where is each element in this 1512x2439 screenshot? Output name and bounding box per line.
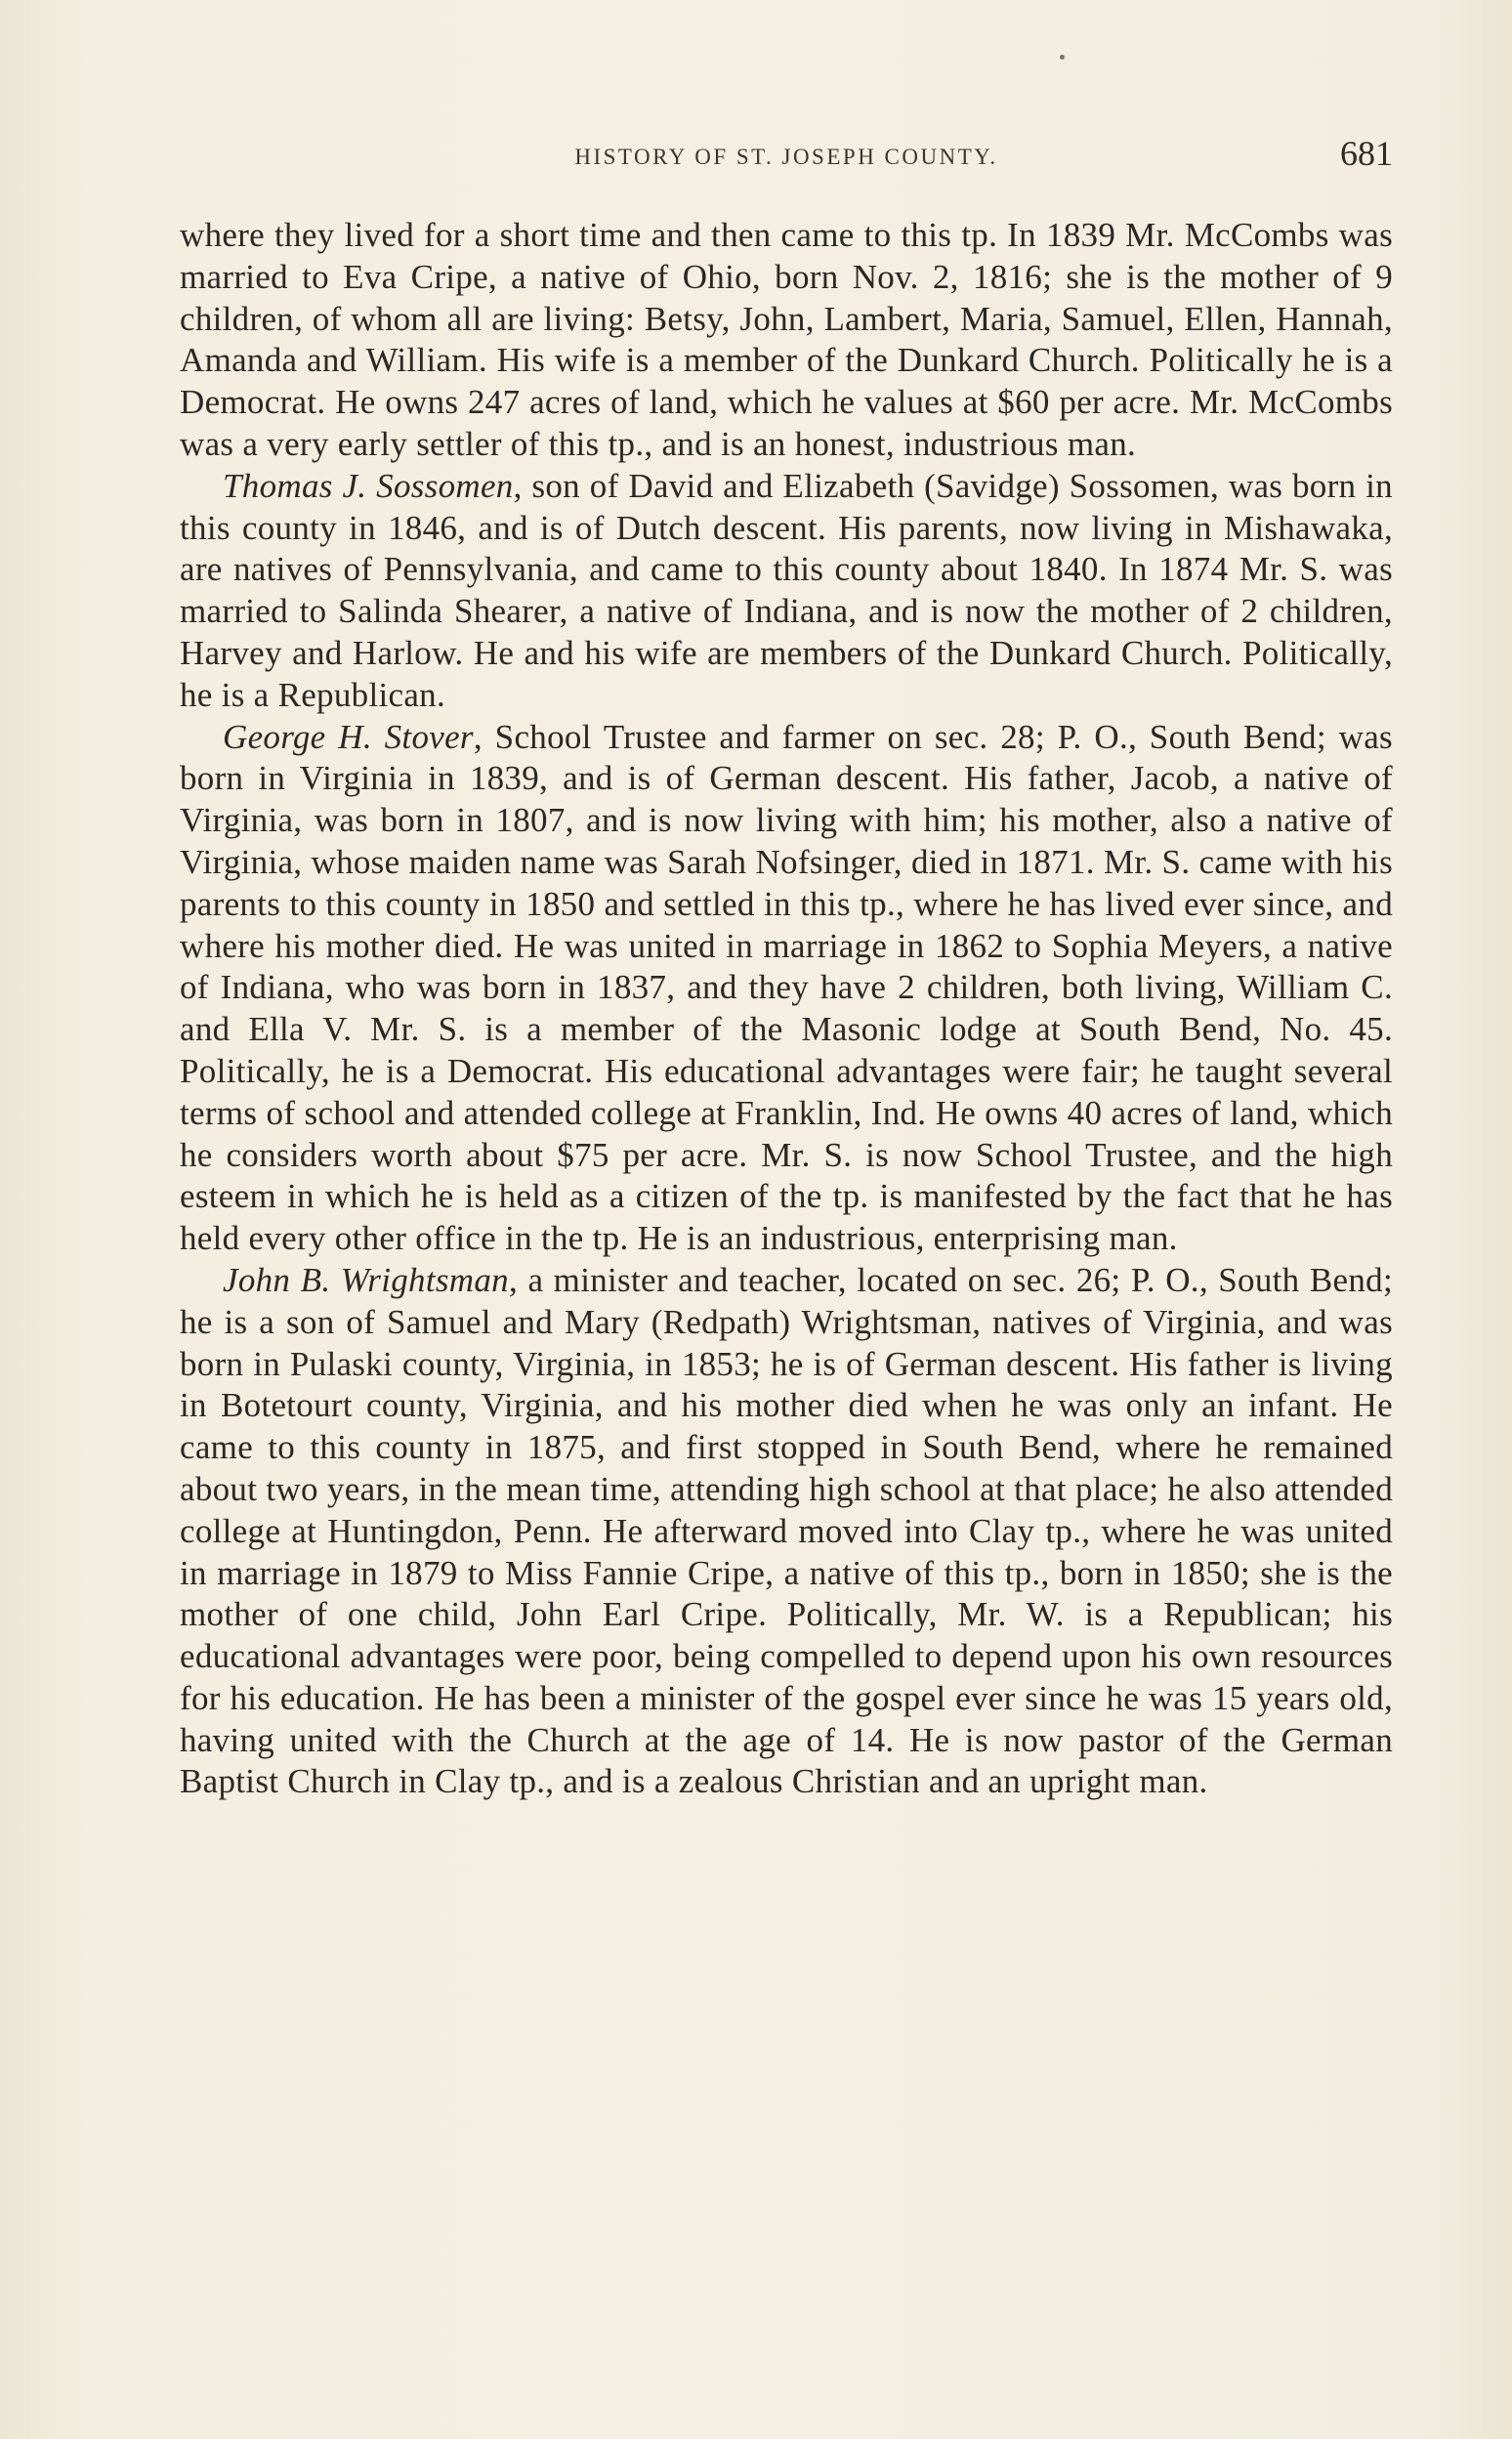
running-head: HISTORY OF ST. JOSEPH COUNTY. (574, 145, 998, 169)
paragraph-wrightsman (180, 1260, 1393, 1803)
biography-name: Thomas J. Sossomen (223, 466, 514, 505)
page-header (180, 133, 1393, 182)
page-number: 681 (1340, 134, 1393, 173)
paragraph-mccombs-continued (180, 215, 1393, 466)
paragraph-stover (180, 717, 1393, 1260)
ink-speck (1060, 55, 1065, 60)
body-text (180, 215, 1393, 1803)
paragraph-text: , School Trustee and farmer on sec. 28; P. O., South Bend; was born in Virginia in 1839, and is of German descent. His father, Jacob, a native of Virginia, was born in 1807, and is now living with him; his mother, also a native of Virginia, whose maiden name was Sarah Nofsinger, died in 1871. Mr. S. came with his parents to this county in 1850 and settled in this tp., where he has lived ever since, and where his mother died. He was united in marriage in 1862 to Sophia Meyers, a native of Indiana, who was born in 1837, and they have 2 children, both living, William C. and Ella V. Mr. S. is a member of the Masonic lodge at South Bend, No. 45. Politically, he is a Democrat. His educational advantages were fair; he taught several terms of school and attended college at Franklin, Ind. He owns 40 acres of land, which he considers worth about $75 per acre. Mr. S. is now School Trustee, and the high esteem in which he is held as a citizen of the tp. is manifested by the fact that he has held every other office in the tp. He is an industrious, enterprising man. (180, 717, 1393, 1258)
paragraph-text: where they lived for a short time and then came to this tp. In 1839 Mr. McCombs was married to Eva Cripe, a native of Ohio, born Nov. 2, 1816; she is the mother of 9 children, of whom all are living: Betsy, John, Lambert, Maria, Samuel, Ellen, Hannah, Amanda and William. His wife is a member of the Dunkard Church. Politically he is a Democrat. He owns 247 acres of land, which he values at $60 per acre. Mr. McCombs was a very early settler of this tp., and is an honest, industrious man. (180, 216, 1393, 463)
paragraph-sossomen (180, 466, 1393, 717)
paragraph-text: , a minister and teacher, located on sec. 26; P. O., South Bend; he is a son of Samuel and Mary (Redpath) Wrightsman, natives of Virginia, and was born in Pulaski county, Virginia, in 1853; he is of German descent. His father is living in Botetourt county, Virginia, and his mother died when he was only an infant. He came to this county in 1875, and first stopped in South Bend, where he remained about two years, in the mean time, attending high school at that place; he also attended college at Huntingdon, Penn. He afterward moved into Clay tp., where he was united in marriage in 1879 to Miss Fannie Cripe, a native of this tp., born in 1850; she is the mother of one child, John Earl Cripe. Politically, Mr. W. is a Republican; his educational advantages were poor, being compelled to depend upon his own resources for his education. He has been a minister of the gospel ever since he was 15 years old, having united with the Church at the age of 14. He is now pastor of the German Baptist Church in Clay tp., and is a zealous Christian and an upright man. (180, 1260, 1393, 1801)
biography-name: John B. Wrightsman (223, 1260, 509, 1299)
paragraph-text: , son of David and Elizabeth (Savidge) Sossomen, was born in this county in 1846, and is of Dutch descent. His parents, now living in Mishawaka, are natives of Pennsylvania, and came to this county about 1840. In 1874 Mr. S. was married to Salinda Shearer, a native of Indiana, and is now the mother of 2 children, Harvey and Harlow. He and his wife are members of the Dunkard Church. Politically, he is a Republican. (180, 466, 1393, 714)
biography-name: George H. Stover (223, 717, 474, 756)
